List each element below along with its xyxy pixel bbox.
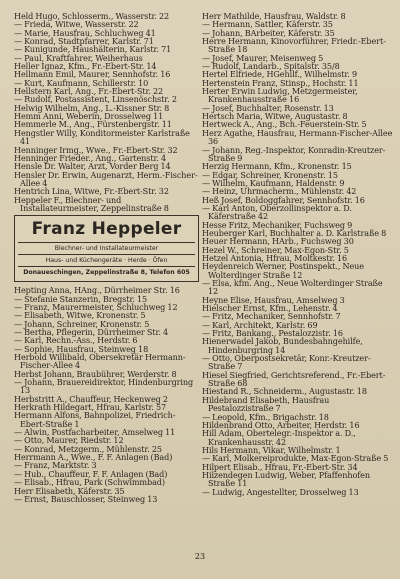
directory-entry: Heuberger Karl, Buchhalter a. D. Karlstraße 8 xyxy=(202,227,387,238)
right-entries xyxy=(202,12,394,496)
directory-entry: Hensler Dr. Erwin, Augenarzt, Herm.-Fischer-Allee 4 xyxy=(14,169,198,188)
directory-entry: — Kunigunde, Haushälterin, Karlstr. 71 xyxy=(14,44,172,55)
directory-entry: — Heinz, Uhrmacherm., Mühlenstr. 42 xyxy=(202,186,357,197)
directory-entry: Hildebrand Elisabeth, Hausfrau Pestalozzistraße 7 xyxy=(202,394,330,414)
directory-entry: — Josef, Buchhalter, Rosenstr. 13 xyxy=(202,102,334,113)
directory-entry: — Bertha, Pflegerin, Dürrheimer Str. 4 xyxy=(14,326,169,337)
directory-entry: Herbold Willibald, Obersekretär Hermann-Fischer-Allee 4 xyxy=(14,352,186,371)
directory-entry: — Hermann, Sattler, Käferstr. 35 xyxy=(202,19,333,30)
directory-entry: — Hub., Chauffeur, F. F. Anlagen (Bad) xyxy=(14,468,168,479)
directory-entry: Hertenstein Franz, Stinsp., Hochstr. 11 xyxy=(202,77,359,88)
directory-entry: Hill Adam, Obertelegr.-Inspektor a. D., Krankenhausstr. 42 xyxy=(202,428,356,447)
directory-entry: Heß Josef, Boldoggfahrer, Sennhofstr. 16 xyxy=(202,194,365,205)
directory-entry: — Ludwig, Angestellter, Drosselweg 13 xyxy=(202,486,359,497)
directory-entry: Herzig Hermann, Kfm., Kronenstr. 15 xyxy=(202,161,352,172)
directory-entry: Herbstritt A., Chauffeur, Heckenweg 2 xyxy=(14,393,168,404)
directory-entry: Hilpert Elisab., Hfrau, Fr.-Ebert-Str. 34 xyxy=(202,461,358,472)
left-entries-bottom xyxy=(14,286,199,503)
directory-entry: — Franz, Maurermeister, Schluchweg 12 xyxy=(14,301,178,312)
directory-entry: Hensle Dr. Walter, Arzt, Vorder Berg 14 xyxy=(14,161,171,172)
directory-entry: — Elsa, kfm. Ang., Neue Wolterdinger Straße 12 xyxy=(202,278,383,297)
directory-entry: Herter Erwin Ludwig, Metzgermeister, Krankenhausstraße 16 xyxy=(202,86,358,105)
directory-entry: Hiesel Siegfried, Gerichtsreferend., Fr.-Ebert-Straße 68 xyxy=(202,369,386,389)
directory-entry: — Marie, Hausfrau, Schluchweg 41 xyxy=(14,27,156,38)
directory-entry: — Karl, Molkereiprodukte, Max-Egon-Straße 5 xyxy=(202,453,389,464)
directory-entry: Held Hugo, Schlosserm., Wasserstr. 22 xyxy=(14,11,170,21)
directory-entry: Hellmann Emil, Maurer, Sennhofstr. 16 xyxy=(14,69,171,80)
directory-entry: — Johann, Schreiner, Kronenstr. 5 xyxy=(14,318,150,329)
directory-entry: — Elisab., Hfrau, Park (Schwimmbad) xyxy=(14,477,165,488)
directory-entry: Heller Ignaz, Kfm., Fr.-Ebert-Str. 14 xyxy=(14,61,157,72)
directory-entry: — Johann, BArbeiter, Käferstr. 35 xyxy=(202,27,335,38)
directory-entry: Herz Agathe, Hausfrau, Hermann-Fischer-Allee 36 xyxy=(202,127,393,147)
directory-entry: — Elisabeth, Witwe, Kronenstr. 5 xyxy=(14,310,146,321)
directory-entry: Hertsch Maria, Witwe, Augustastr. 8 xyxy=(202,111,348,122)
directory-entry: — Paul, Kraftfahrer, Weiherhaus xyxy=(14,52,143,63)
directory-entry: Hils Hermann, Vikar, Wilhelmstr. 1 xyxy=(202,444,341,455)
directory-entry: — Alwin, Postfacharbeiter, Amselweg 11 xyxy=(14,427,176,438)
directory-entry: — Leopold, Kfm., Brigachstr. 18 xyxy=(202,411,329,422)
directory-entry: Hellstern Karl, Ang., Fr.-Ebert-Str. 22 xyxy=(14,86,164,97)
directory-entry: — Johann, Reg.-Inspektor, Konradin-Kreutzer-Straße 9 xyxy=(202,144,386,163)
directory-entry: — Franz, Marktstr. 3 xyxy=(14,460,97,471)
directory-entry: Hepting Anna, HAng., Dürrheimer Str. 16 xyxy=(14,285,180,296)
ad-trade-line: Blechner- und Installateurmeister xyxy=(18,243,195,255)
directory-entry: Herr Elisabeth, Käferstr. 35 xyxy=(14,485,125,496)
directory-entry: Heppeler F., Blechner- und Installateurmeister, Zeppelinstraße 8 xyxy=(14,194,169,213)
directory-entry: — Josef, Maurer, Meisenweg 5 xyxy=(202,52,324,63)
directory-entry: — Karl, Architekt, Karlstr. 69 xyxy=(202,319,318,330)
directory-entry: Hildenbrand Otto, Arbeiter, Herdstr. 16 xyxy=(202,419,360,430)
directory-entry: Helwig Wilhelm, Ang., L.-Kissner Str. 8 xyxy=(14,102,170,113)
directory-entry: Hielscher Ernst, Kfm., Lehenstr. 4 xyxy=(202,303,338,314)
ad-products-line: Haus- und Küchengeräte · Herde · Öfen xyxy=(18,255,195,267)
directory-entry: — Fritz, Mechaniker, Sennhofstr. 7 xyxy=(202,311,341,322)
directory-entry: Henninger Frieder., Ang., Gartenstr. 4 xyxy=(14,152,167,163)
directory-entry: Herbst Johann, Braubührer, Werderstr. 8 xyxy=(14,368,177,379)
directory-entry: Hiestand R., Schneiderm., Augustastr. 18 xyxy=(202,386,367,397)
directory-entry: — Ernst, Bauschlosser, Steinweg 13 xyxy=(14,493,158,504)
directory-entry: Hienerwadel Jakob, Bundesbahngehilfe, Hindenburgring 14 xyxy=(202,336,363,355)
directory-entry: — Frieda, Witwe, Wasserstr. 22 xyxy=(14,19,139,30)
directory-entry: — Karl Anton, Oberzollinspektor a. D. Käferstraße 42 xyxy=(202,202,352,222)
right-column xyxy=(202,12,394,496)
directory-entry: Hemmerle M., Ang., Fürstenbergstr. 11 xyxy=(14,119,172,130)
directory-entry: — Otto, Maurer, Riedstr. 12 xyxy=(14,435,124,446)
directory-entry: Herrmann A., Wwe., F. F. Anlagen (Bad) xyxy=(14,452,173,463)
directory-entry: Hilzendegen Ludwig, Weber, Pfaffenhofen Straße 11 xyxy=(202,469,370,489)
directory-entry: Herr Mathilde, Hausfrau, Waldstr. 8 xyxy=(202,11,346,21)
directory-entry: — Konrad, Metzgerm., Mühlenstr. 25 xyxy=(14,443,162,454)
directory-entry: Heydenreich Werner, Postinspekt., Neue Wolterdinger Straße 12 xyxy=(202,261,364,280)
directory-entry: Heuer Hermann, HArb., Fuchsweg 30 xyxy=(202,236,354,247)
directory-entry: Heyne Elise, Hausfrau, Amselweg 3 xyxy=(202,294,345,305)
page-number: 23 xyxy=(194,552,206,561)
directory-entry: — Fritz, Bankang., Pestalozzistr. 16 xyxy=(202,328,343,339)
directory-entry: Hermann Alfons, Bahnpolizei, Friedrich-Ebert-Straße 1 xyxy=(14,410,176,429)
directory-entry: Herkrath Hildegart, Hfrau, Karlstr. 57 xyxy=(14,402,167,413)
directory-entry: Hetzel Antonia, Hfrau, Moltkestr. 16 xyxy=(202,252,348,263)
directory-entry: — Otto, Oberpostsekretär, Konr.-Kreutzer-Straße 7 xyxy=(202,353,371,372)
ad-address-line: Donaueschingen, Zeppelinstraße 8, Telefon 605 xyxy=(23,269,190,277)
directory-entry: — Rudolf, Postassistent, Linsenöschstr. 2 xyxy=(14,94,177,105)
directory-entry: — Kurt, Kaufmann, Schillerstr. 10 xyxy=(14,77,149,88)
advertisement-box xyxy=(14,215,199,282)
directory-entry: — Johann, Brauereidirektor, Hindenburgring 13 xyxy=(14,377,194,396)
left-column xyxy=(14,12,199,503)
directory-entry: — Karl, Rechn.-Ass., Herdstr. 6 xyxy=(14,335,138,346)
directory-entry: Hertel Elfriede, HGehilf., Wilhelmstr. 9 xyxy=(202,69,358,80)
directory-entry: — Konrad, Stadtpfarrer, Karlstr. 71 xyxy=(14,36,154,47)
directory-entry: Hemm Anni, Weberin, Drosselweg 11 xyxy=(14,111,164,122)
ad-title: Franz Heppeler xyxy=(18,218,195,243)
directory-entry: — Sophie, Hausfrau, Steinweg 18 xyxy=(14,343,149,354)
directory-entry: Hengstler Willy, Konditormeister Karlstraße 41 xyxy=(14,127,190,147)
directory-entry: Hertweck A., Ang., Bch.-Feuerstein-Str. 5 xyxy=(202,119,367,130)
directory-entry: — Edgar, Schreiner, Kronenstr. 15 xyxy=(202,169,338,180)
directory-entry: Herre Hermann, Kinovorführer, Friedr.-Ebert-Straße 18 xyxy=(202,36,386,55)
directory-entry: — Wilhelm, Kaufmann, Haldenstr. 9 xyxy=(202,177,345,188)
directory-entry: Henninger Irmg., Wwe., Fr.-Ebert-Str. 32 xyxy=(14,144,178,155)
directory-entry: Hentrich Lina, Witwe, Fr.-Ebert-Str. 32 xyxy=(14,186,169,197)
directory-entry: — Stefanie Stanzerin, Bregstr. 15 xyxy=(14,293,148,304)
directory-entry: Hesse Fritz, Mechaniker, Fuchsweg 9 xyxy=(202,219,353,230)
directory-entry: — Rudolf, Landarb., Spitalstr. 35/8 xyxy=(202,61,340,72)
directory-entry: Hezel W., Schreiner, Max-Egon-Str. 5 xyxy=(202,244,349,255)
left-entries-top xyxy=(14,12,199,212)
